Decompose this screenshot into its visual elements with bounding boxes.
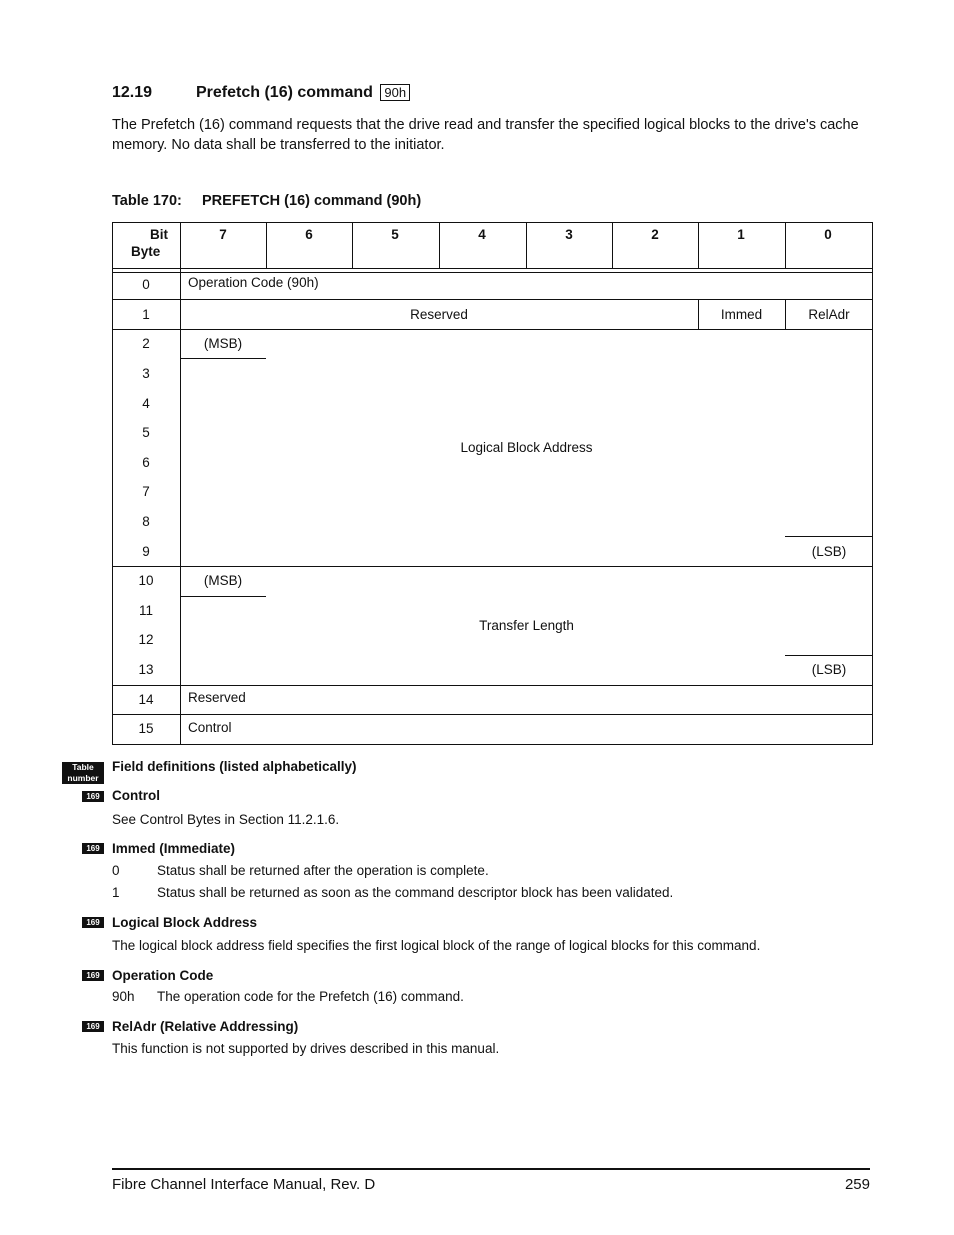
field-name-control: Control	[112, 788, 160, 803]
immed-desc-1: Status shall be returned as soon as the command descriptor block has been validated.	[157, 885, 674, 900]
bit-header-6: 6	[305, 227, 313, 242]
byte-number: 1	[142, 307, 150, 322]
table-number-badge	[62, 762, 104, 784]
immed-value-0: 0	[112, 863, 120, 878]
row-rule	[112, 566, 873, 567]
section-number: 12.19	[112, 84, 153, 101]
field-text-control: See Control Bytes in Section 11.2.1.6.	[112, 812, 340, 827]
table-reference-badge: 169	[82, 970, 104, 981]
byte-number: 7	[142, 484, 150, 499]
byte-number: 6	[142, 455, 150, 470]
command-table	[112, 222, 873, 745]
byte-number: 11	[138, 603, 153, 618]
byte-column-divider	[180, 222, 181, 745]
byte-number: 14	[138, 692, 154, 707]
bit-header-0: 0	[824, 227, 832, 242]
table-reference-badge: 169	[82, 917, 104, 928]
bit-header-4: 4	[478, 227, 486, 242]
field-name-reladr: RelAdr (Relative Addressing)	[112, 1019, 299, 1034]
reladr-cell: RelAdr	[808, 307, 850, 322]
field-definitions-title: Field definitions (listed alphabetically)	[112, 759, 357, 774]
lba-msb-label: (MSB)	[203, 336, 243, 351]
row14-reserved-cell: Reserved	[188, 690, 246, 705]
lba-lsb-label: (LSB)	[811, 544, 847, 559]
footer-manual-title: Fibre Channel Interface Manual, Rev. D	[112, 1176, 376, 1193]
header-rule	[112, 272, 873, 273]
section-heading	[112, 84, 410, 102]
header-divider	[439, 222, 440, 269]
row15-control-cell: Control	[188, 720, 232, 735]
footer-rule	[112, 1168, 870, 1170]
bit-header-1: 1	[737, 227, 745, 242]
opcode-desc: The operation code for the Prefetch (16) command.	[157, 989, 464, 1004]
tl-lsb-label: (LSB)	[811, 662, 847, 677]
corner-bit-label: Bit	[150, 227, 168, 242]
table-number-badge-line1: Table	[72, 762, 94, 772]
operation-code-cell: Operation Code (90h)	[188, 275, 319, 290]
footer-page-number: 259	[844, 1176, 870, 1193]
bit-header-7: 7	[219, 227, 227, 242]
byte-number: 10	[138, 573, 154, 588]
table-caption-title: PREFETCH (16) command (90h)	[202, 193, 422, 209]
tl-lsb-rule	[785, 655, 873, 656]
header-divider	[352, 222, 353, 269]
immed-value-1: 1	[112, 885, 120, 900]
field-name-logical-block-address: Logical Block Address	[112, 915, 258, 930]
field-name-operation-code: Operation Code	[112, 968, 214, 983]
opcode-value: 90h	[112, 989, 135, 1004]
header-divider	[612, 222, 613, 269]
table-reference-badge: 169	[82, 791, 104, 802]
header-divider	[698, 222, 699, 269]
byte-number: 9	[142, 544, 150, 559]
field-name-immed: Immed (Immediate)	[112, 841, 236, 856]
logical-block-address-cell: Logical Block Address	[460, 440, 593, 455]
immed-cell: Immed	[720, 307, 763, 322]
byte-number: 8	[142, 514, 150, 529]
corner-byte-label: Byte	[131, 244, 161, 259]
header-rule	[112, 268, 873, 269]
table-caption-label: Table 170:	[112, 193, 182, 209]
byte-number: 13	[138, 662, 154, 677]
lba-msb-rule	[180, 358, 266, 359]
bit-header-5: 5	[391, 227, 399, 242]
byte-number: 12	[138, 632, 154, 647]
header-divider	[526, 222, 527, 269]
byte-number: 5	[142, 425, 150, 440]
byte-number: 15	[138, 721, 154, 736]
row-rule	[112, 714, 873, 715]
field-text-logical-block-address: The logical block address field specifies the first logical block of the range of logical blocks for this command.	[112, 938, 761, 953]
byte-number: 2	[142, 336, 150, 351]
byte-number: 3	[142, 366, 150, 381]
opcode-box: 90h	[380, 84, 410, 101]
table-border	[112, 222, 873, 745]
byte-number: 0	[142, 277, 150, 292]
tl-msb-label: (MSB)	[203, 573, 243, 588]
header-divider	[266, 222, 267, 269]
transfer-length-cell: Transfer Length	[479, 618, 574, 633]
row-rule	[112, 329, 873, 330]
bit-header-2: 2	[651, 227, 659, 242]
row1-reserved-cell: Reserved	[410, 307, 468, 322]
header-divider	[785, 222, 786, 269]
tl-msb-rule	[180, 596, 266, 597]
field-text-reladr: This function is not supported by drives described in this manual.	[112, 1041, 500, 1056]
intro-paragraph: The Prefetch (16) command requests that the drive read and transfer the specified logical blocks to the drive's cache memory. No data shall be transferred to the initiator.	[112, 117, 859, 153]
row-rule	[112, 685, 873, 686]
table-number-badge-line2: number	[67, 772, 99, 783]
bit-header-3: 3	[565, 227, 573, 242]
byte-number: 4	[142, 396, 150, 411]
section-title: Prefetch (16) command	[196, 84, 373, 101]
table-reference-badge: 169	[82, 843, 104, 854]
immed-desc-0: Status shall be returned after the operation is complete.	[157, 863, 489, 878]
table-reference-badge: 169	[82, 1021, 104, 1032]
lba-lsb-rule	[785, 536, 873, 537]
row-rule	[112, 299, 873, 300]
table-caption	[112, 193, 421, 209]
